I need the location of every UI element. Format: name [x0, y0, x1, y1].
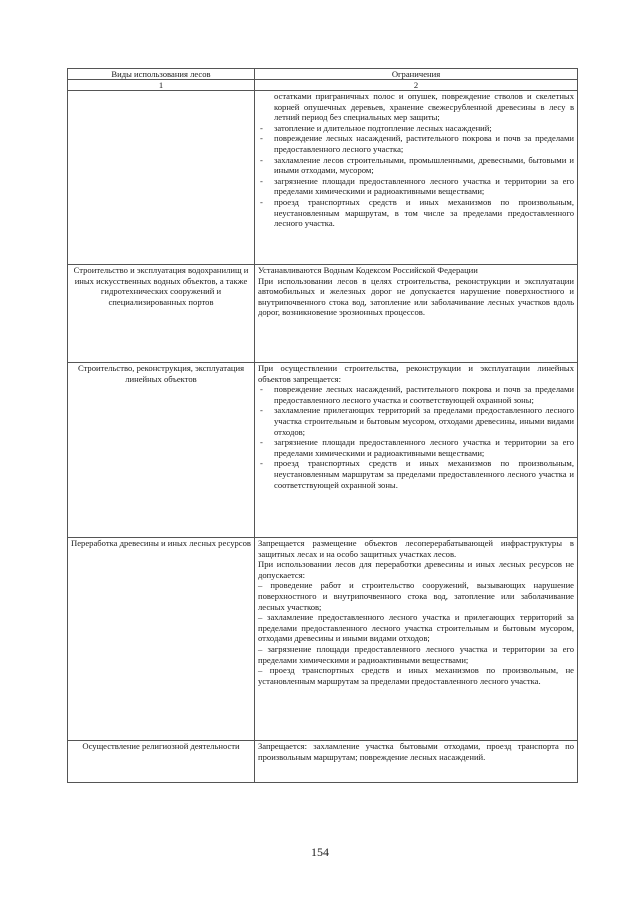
restriction-intro: При осуществлении строительства, реконструкции и эксплуатации линейных объектов запрещается: [258, 363, 574, 384]
restriction-paragraph: При использовании лесов в целях строительства, реконструкции и эксплуатации автомобильных и железных дорог не допускается нарушение поверхностного и внутрипочвенного стока вод, затопление или заболачивание лесных участков вдоль дорог, возникновение эрозионных процессов. [258, 275, 574, 318]
restriction-paragraph: – захламление предоставленного лесного участка и прилегающих территорий за пределами предоставленного лесного участка строительным и бытовым мусором, отходами древесины и иными видами отходов; [258, 612, 574, 644]
restrictions-cell [255, 265, 578, 363]
table-row [68, 91, 578, 265]
restriction-paragraph: Запрещается: захламление участка бытовыми отходами, проезд транспорта по произвольным маршрутам; повреждение лесных насаждений. [258, 741, 574, 762]
forest-use-kind: Переработка древесины и иных лесных ресурсов [68, 538, 255, 741]
list-item: - повреждение лесных насаждений, растительного покрова и почв за пределами предоставленного лесного участка; [258, 133, 574, 154]
restriction-paragraph: – проведение работ и строительство сооружений, вызывающих нарушение поверхностного и внутрипочвенного стока вод, затопление или заболачивание лесных участков; [258, 580, 574, 612]
restrictions-cell [255, 741, 578, 783]
table-row [68, 363, 578, 538]
header-forest-use-types: Виды использования лесов [68, 69, 255, 80]
column-number-2: 2 [255, 80, 578, 91]
restrictions-cell [255, 538, 578, 741]
restrictions-list [258, 384, 574, 490]
restriction-paragraph: При использовании лесов для переработки древесины и иных лесных ресурсов не допускается: [258, 559, 574, 580]
forest-use-kind: Строительство, реконструкция, эксплуатация линейных объектов [68, 363, 255, 538]
list-item: - проезд транспортных средств и иных механизмов по произвольным, неустановленным маршрутам за пределами предоставленного лесного участка и соответствующей охранной зоны. [258, 458, 574, 490]
column-number-1: 1 [68, 80, 255, 91]
table-row [68, 538, 578, 741]
list-item: - повреждение лесных насаждений, растительного покрова и почв за пределами предоставленного лесного участка и соответствующей охранной зоны; [258, 384, 574, 405]
restriction-paragraph: Запрещается размещение объектов лесоперерабатывающей инфраструктуры в защитных лесах и на особо защитных участках лесов. [258, 538, 574, 559]
restrictions-table [67, 68, 578, 783]
table-row [68, 741, 578, 783]
forest-use-kind: Осуществление религиозной деятельности [68, 741, 255, 783]
forest-use-kind: Строительство и эксплуатация водохранилищ и иных искусственных водных объектов, а также гидротехнических сооружений и специализированных портов [68, 265, 255, 363]
restrictions-cell [255, 91, 578, 265]
list-item: - захламление прилегающих территорий за пределами предоставленного лесного участка строительным и бытовым мусором, отходами древесины, иными видами отходов; [258, 405, 574, 437]
page-number: 154 [311, 845, 329, 859]
restriction-paragraph: – проезд транспортных средств и иных механизмов по произвольным, не установленным маршрутам за пределами предоставленного лесного участка. [258, 665, 574, 686]
table-header-row [68, 69, 578, 80]
list-item: - затопление и длительное подтопление лесных насаждений; [258, 123, 574, 134]
restrictions-list [258, 91, 574, 229]
list-item: - загрязнение площади предоставленного лесного участка и территории за его пределами химическими и радиоактивными веществами; [258, 437, 574, 458]
empty-kind-cell [68, 91, 255, 265]
list-item: остатками приграничных полос и опушек, повреждение стволов и скелетных корней опушечных деревьев, хранение свежесрубленной древесины в лесу в летний период без специальных мер защиты; [274, 91, 574, 123]
list-item: - загрязнение площади предоставленного лесного участка и территории за его пределами химическими и радиоактивными веществами; [258, 176, 574, 197]
header-restrictions: Ограничения [255, 69, 578, 80]
table-row [68, 265, 578, 363]
restrictions-cell [255, 363, 578, 538]
restriction-paragraph: – загрязнение площади предоставленного лесного участка и территории за его пределами химическими и радиоактивными веществами; [258, 643, 574, 665]
restriction-paragraph: Устанавливаются Водным Кодексом Российской Федерации [258, 265, 478, 275]
list-item: - захламление лесов строительными, промышленными, древесными, бытовыми и иными отходами, мусором; [258, 155, 574, 176]
table-column-numbers-row [68, 80, 578, 91]
list-item: - проезд транспортных средств и иных механизмов по произвольным, неустановленным маршрутам, в том числе за пределами предоставленного лесного участка. [258, 197, 574, 229]
